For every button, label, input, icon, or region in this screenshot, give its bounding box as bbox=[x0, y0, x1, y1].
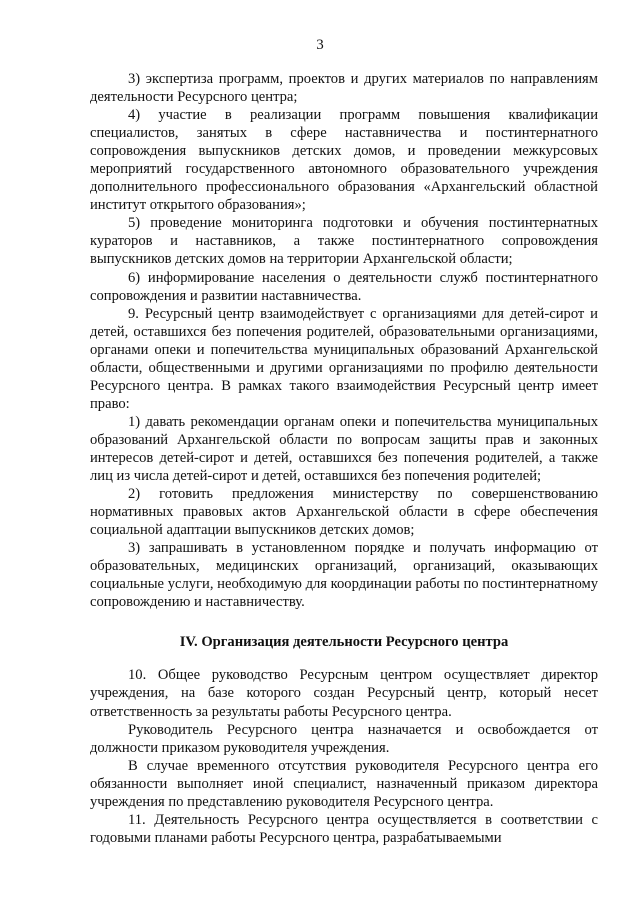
paragraph-right-1: 1) давать рекомендации органам опеки и попечительства муниципальных образований Архангельской области по вопросам защиты прав и законных интересов детей-сирот и детей, оставшихся без попечения родителей, а также лиц из числа детей-сирот и детей, оставшихся без попечения родителей; bbox=[90, 413, 598, 485]
page-number: 3 bbox=[316, 37, 324, 53]
paragraph-item-5-monitoring: 5) проведение мониторинга подготовки и обучения постинтернатных кураторов и наставников, а также постинтернатного сопровождения выпускников детских домов на территории Архангельской области; bbox=[90, 215, 598, 268]
paragraph-right-2: 2) готовить предложения министерству по совершенствованию нормативных правовых актов Архангельской области в сфере обеспечения социальной адаптации выпускников детских домов; bbox=[90, 486, 598, 539]
paragraph-clause-11: 11. Деятельность Ресурсного центра осуществляется в соответствии с годовыми планами работы Ресурсного центра, разрабатываемыми bbox=[90, 811, 598, 846]
paragraph-item-3-expertise: 3) экспертиза программ, проектов и других материалов по направлениям деятельности Ресурсного центра; bbox=[90, 71, 598, 106]
paragraph-clause-10: 10. Общее руководство Ресурсным центром осуществляет директор учреждения, на базе которого создан Ресурсный центр, который несет ответственность за результаты работы Ресурсного центра. bbox=[90, 667, 598, 720]
paragraph-right-3: 3) запрашивать в установленном порядке и получать информацию от образовательных, медицинских организаций, организаций, оказывающих социальные услуги, необходимую для координации работы по постинтернатному сопровождению и наставничеству. bbox=[90, 540, 598, 611]
paragraph-item-4-participation: 4) участие в реализации программ повышения квалификации специалистов, занятых в сфере наставничества и постинтернатного сопровождения выпускников детских домов, и проведении межкурсовых мероприятий государственного автономного образовательного учреждения дополнительного профессионального образования «Архангельский областной институт открытого образования»; bbox=[90, 107, 598, 214]
paragraph-temporary-absence: В случае временного отсутствия руководителя Ресурсного центра его обязанности выполняет иной специалист, назначенный приказом директора учреждения по представлению руководителя Ресурсного центра. bbox=[90, 757, 598, 810]
section-heading: IV. Организация деятельности Ресурсного центра bbox=[179, 634, 509, 651]
paragraph-clause-9: 9. Ресурсный центр взаимодействует с организациями для детей-сирот и детей, оставшихся без попечения родителей, образовательными организациями, органами опеки и попечительства муниципальных образований Архангельской области, общественными и другими организациями по профилю деятельности Ресурсного центра. В рамках такого взаимодействия Ресурсный центр имеет право: bbox=[90, 305, 598, 412]
paragraph-item-6-informing: 6) информирование населения о деятельности служб постинтернатного сопровождения и развитии наставничества. bbox=[90, 269, 598, 304]
document-body bbox=[90, 70, 598, 847]
paragraph-head-appointment: Руководитель Ресурсного центра назначается и освобождается от должности приказом руководителя учреждения. bbox=[90, 721, 598, 756]
